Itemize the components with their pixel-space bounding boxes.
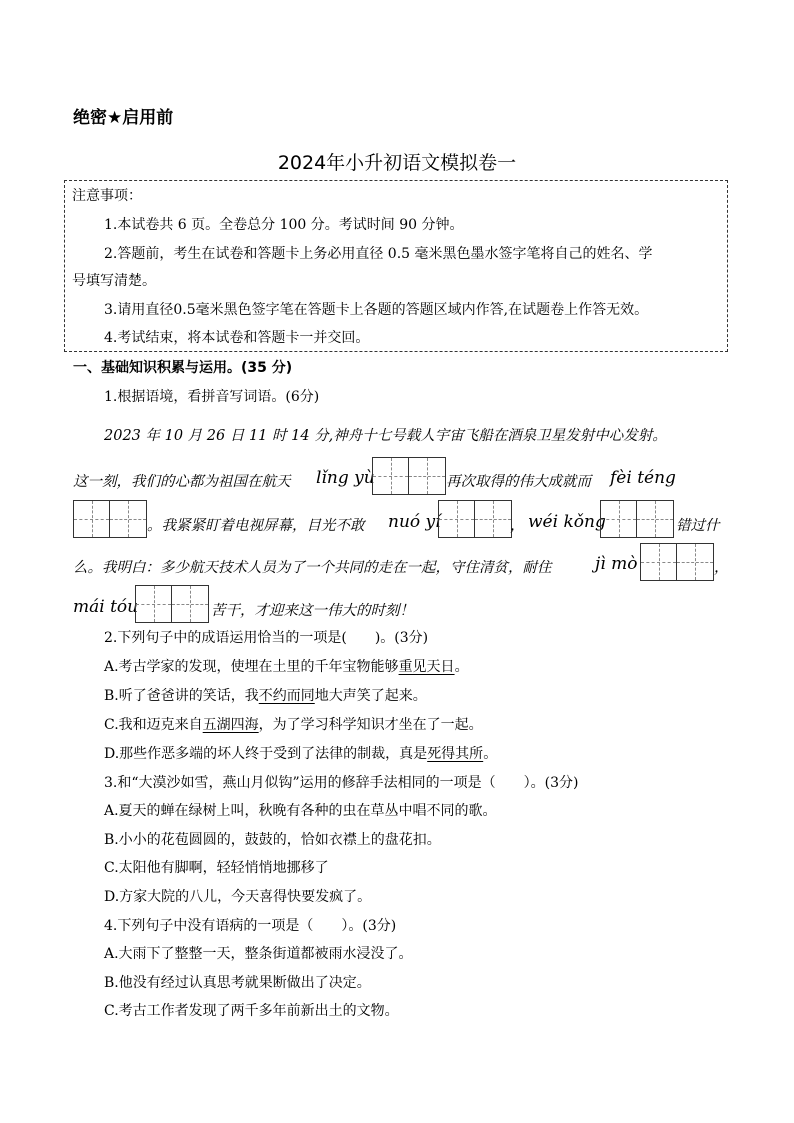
q1-line-5-after: 苦干，才迎来这一伟大的时刻！ <box>211 603 414 619</box>
q1-line-3-text: 。我紧紧盯着电视屏幕，目光不敢 <box>147 518 365 534</box>
secret-label: 绝密★启用前 <box>73 108 174 128</box>
q3-option-b: B.小小的花苞圆圆的，鼓鼓的，恰如衣襟上的盘花扣。 <box>104 832 441 848</box>
idiom-underline: 不约而同 <box>258 688 315 704</box>
idiom-underline: 五湖四海 <box>202 717 259 733</box>
notice-box <box>64 180 728 352</box>
notice-item-1: 1.本试卷共 6 页。全卷总分 100 分。考试时间 90 分钟。 <box>104 217 464 233</box>
q1-line-3-after: 错过什 <box>676 518 720 534</box>
answer-grid-feiteng[interactable] <box>73 500 147 538</box>
pinyin-feiteng: fèi téng <box>610 468 676 488</box>
notice-item-4: 4.考试结束，将本试卷和答题卡一并交回。 <box>104 330 370 346</box>
q3-option-c: C.太阳他有脚啊，轻轻悄悄地挪移了 <box>104 860 329 876</box>
pinyin-lingyu: lǐng yù <box>316 468 375 488</box>
exam-title: 2024年小升初语文模拟卷一 <box>277 152 517 174</box>
idiom-underline: 重见天日 <box>398 659 455 675</box>
pinyin-nuoyi: nuó yí <box>388 512 441 532</box>
q2-option-a: A.考古学家的发现，使埋在土里的千年宝物能够重见天日。 <box>104 659 469 675</box>
notice-item-2b: 号填写清楚。 <box>72 273 156 289</box>
q3-option-a: A.夏天的蝉在绿树上叫，秋晚有各种的虫在草丛中唱不同的歌。 <box>104 803 497 819</box>
q1-line-4-comma: ， <box>714 560 729 576</box>
pinyin-maitou: mái tóu <box>73 597 139 617</box>
section1-heading: 一、基础知识积累与运用。(35 分) <box>73 360 293 376</box>
q1-line-3-comma: ， <box>510 518 525 534</box>
q3-stem: 3.和“大漠沙如雪，燕山月似钩”运用的修辞手法相同的一项是（ ）。(3分) <box>104 775 579 791</box>
answer-grid-maitou[interactable] <box>135 585 209 623</box>
answer-grid-lingyu[interactable] <box>372 457 446 495</box>
q1-line-2-text: 这一刻，我们的心都为祖国在航天 <box>73 474 291 490</box>
q1-line-1: 2023 年 10 月 26 日 11 时 14 分,神舟十七号载人宇宙飞船在酒泉卫星发射中心发射。 <box>104 428 667 444</box>
q4-option-c: C.考古工作者发现了两千多年前新出土的文物。 <box>104 1003 399 1019</box>
q2-option-c: C.我和迈克来自五湖四海，为了学习科学知识才坐在了一起。 <box>104 717 483 733</box>
notice-heading: 注意事项： <box>72 188 142 204</box>
q2-stem: 2.下列句子中的成语运用恰当的一项是( )。(3分) <box>104 630 429 646</box>
answer-grid-weikong[interactable] <box>600 500 674 538</box>
q4-option-b: B.他没有经过认真思考就果断做出了决定。 <box>104 975 371 991</box>
q1-line-2-after: 再次取得的伟大成就而 <box>446 474 591 490</box>
q2-option-d: D.那些作恶多端的坏人终于受到了法律的制裁，真是死得其所。 <box>104 746 498 762</box>
notice-item-2a: 2.答题前，考生在试卷和答题卡上务必用直径 0.5 毫米黑色墨水签字笔将自己的姓名、学 <box>104 246 653 262</box>
notice-item-3: 3.请用直径0.5毫米黑色签字笔在答题卡上各题的答题区域内作答,在试题卷上作答无效。 <box>104 302 649 318</box>
q2-option-b: B.听了爸爸讲的笑话，我不约而同地大声笑了起来。 <box>104 688 427 704</box>
answer-grid-nuoyi[interactable] <box>438 500 512 538</box>
q3-option-d: D.方家大院的八儿，今天喜得快要发疯了。 <box>104 889 372 905</box>
answer-grid-jimo[interactable] <box>640 543 714 581</box>
q4-stem: 4.下列句子中没有语病的一项是（ ）。(3分) <box>104 918 397 934</box>
q1-stem: 1.根据语境，看拼音写词语。(6分) <box>104 389 320 405</box>
q1-line-4-text: 么。我明白：多少航天技术人员为了一个共同的走在一起，守住清贫，耐住 <box>73 560 552 576</box>
pinyin-weikong: wéi kǒng <box>528 512 606 532</box>
q4-option-a: A.大雨下了整整一天，整条街道都被雨水浸没了。 <box>104 946 413 962</box>
idiom-underline: 死得其所 <box>427 746 484 762</box>
pinyin-jimo: jì mò <box>595 554 638 574</box>
